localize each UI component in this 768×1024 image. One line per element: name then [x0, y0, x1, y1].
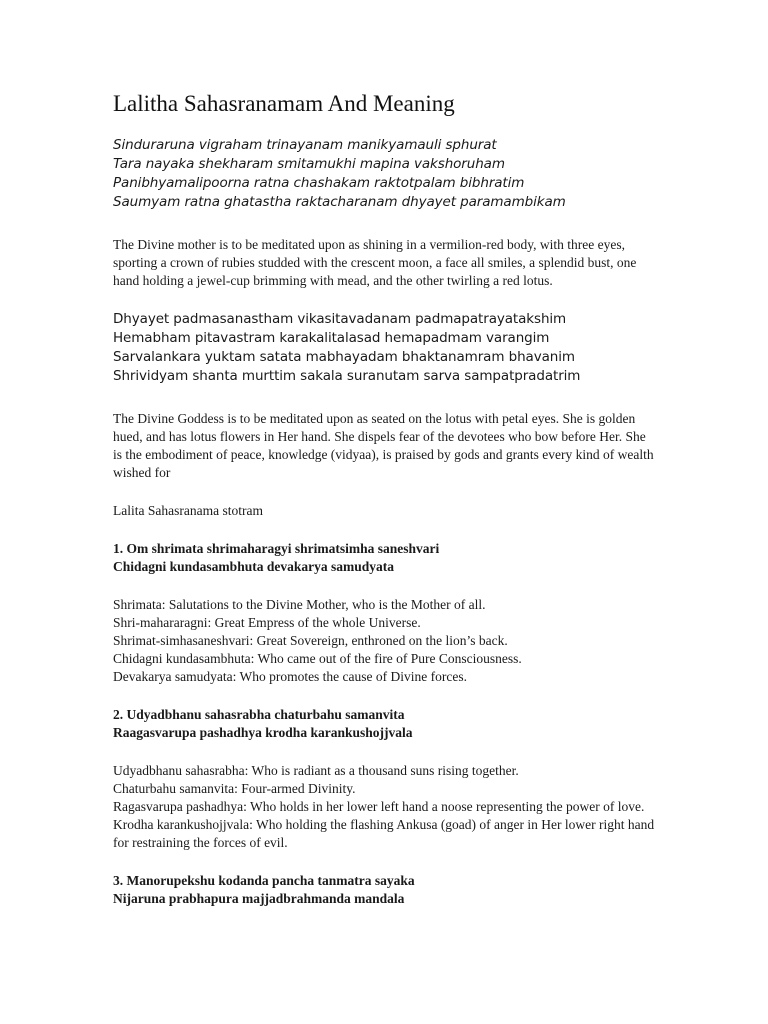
verse-line: Dhyayet padmasanastham vikasitavadanam padmapatrayatakshim — [113, 310, 567, 327]
meaning-line: Shrimata: Salutations to the Divine Mother, who is the Mother of all. — [113, 596, 486, 612]
shloka-line: 3. Manorupekshu kodanda pancha tanmatra sayaka — [113, 872, 415, 888]
shloka-heading-3 — [113, 872, 658, 908]
verse-line: Sarvalankara yuktam satata mabhayadam bhaktanamram bhavanim — [113, 348, 575, 365]
shloka-line: 1. Om shrimata shrimaharagyi shrimatsimha saneshvari — [113, 540, 440, 556]
shloka-line: Chidagni kundasambhuta devakarya samudyata — [113, 558, 394, 574]
meaning-line: Ragasvarupa pashadhya: Who holds in her lower left hand a noose representing the power of love. — [113, 798, 645, 814]
stotram-label: Lalita Sahasranama stotram — [113, 502, 263, 518]
meaning-line: Krodha karankushojjvala: Who holding the flashing Ankusa (goad) of anger in Her lower right hand for restraining the forces of evil. — [113, 816, 655, 850]
shloka-meanings-1 — [113, 596, 658, 686]
verse-line: Saumyam ratna ghatastha raktacharanam dhyayet paramambikam — [113, 193, 566, 210]
verse-line: Sinduraruna vigraham trinayanam manikyamauli sphurat — [113, 136, 497, 153]
page-title: Lalitha Sahasranamam And Meaning — [113, 91, 455, 116]
meaning-line: Chidagni kundasambhuta: Who came out of the fire of Pure Consciousness. — [113, 650, 522, 666]
dhyana-verse-1 — [113, 136, 658, 212]
shloka-line: Raagasvarupa pashadhya krodha karankushojjvala — [113, 724, 413, 740]
meaning-line: Chaturbahu samanvita: Four-armed Divinity. — [113, 780, 356, 796]
shloka-line: 2. Udyadbhanu sahasrabha chaturbahu samanvita — [113, 706, 405, 722]
dhyana-meaning-1: The Divine mother is to be meditated upon as shining in a vermilion-red body, with three eyes, sporting a crown of rubies studded with the crescent moon, a face all smiles, a splendid bust, one hand holding a jewel-cup brimming with mead, and the other twirling a red lotus. — [113, 236, 637, 288]
shloka-heading-1 — [113, 540, 658, 576]
verse-line: Shrividyam shanta murttim sakala suranutam sarva sampatpradatrim — [113, 367, 581, 384]
verse-line: Tara nayaka shekharam smitamukhi mapina vakshoruham — [113, 155, 505, 172]
meaning-line: Shrimat-simhasaneshvari: Great Sovereign, enthroned on the lion’s back. — [113, 632, 508, 648]
verse-line: Panibhyamalipoorna ratna chashakam raktotpalam bibhratim — [113, 174, 525, 191]
dhyana-verse-2 — [113, 310, 658, 386]
shloka-meanings-2 — [113, 762, 658, 852]
meaning-line: Devakarya samudyata: Who promotes the cause of Divine forces. — [113, 668, 467, 684]
meaning-line: Udyadbhanu sahasrabha: Who is radiant as a thousand suns rising together. — [113, 762, 519, 778]
shloka-heading-2 — [113, 706, 658, 742]
shloka-line: Nijaruna prabhapura majjadbrahmanda mandala — [113, 890, 405, 906]
verse-line: Hemabham pitavastram karakalitalasad hemapadmam varangim — [113, 329, 550, 346]
document-page — [113, 90, 658, 928]
dhyana-meaning-2: The Divine Goddess is to be meditated upon as seated on the lotus with petal eyes. She is golden hued, and has lotus flowers in Her hand. She dispels fear of the devotees who bow before Her. She is the embodiment of peace, knowledge (vidyaa), is praised by gods and grants every kind of wealth wished for — [113, 410, 654, 480]
meaning-line: Shri-mahararagni: Great Empress of the whole Universe. — [113, 614, 421, 630]
